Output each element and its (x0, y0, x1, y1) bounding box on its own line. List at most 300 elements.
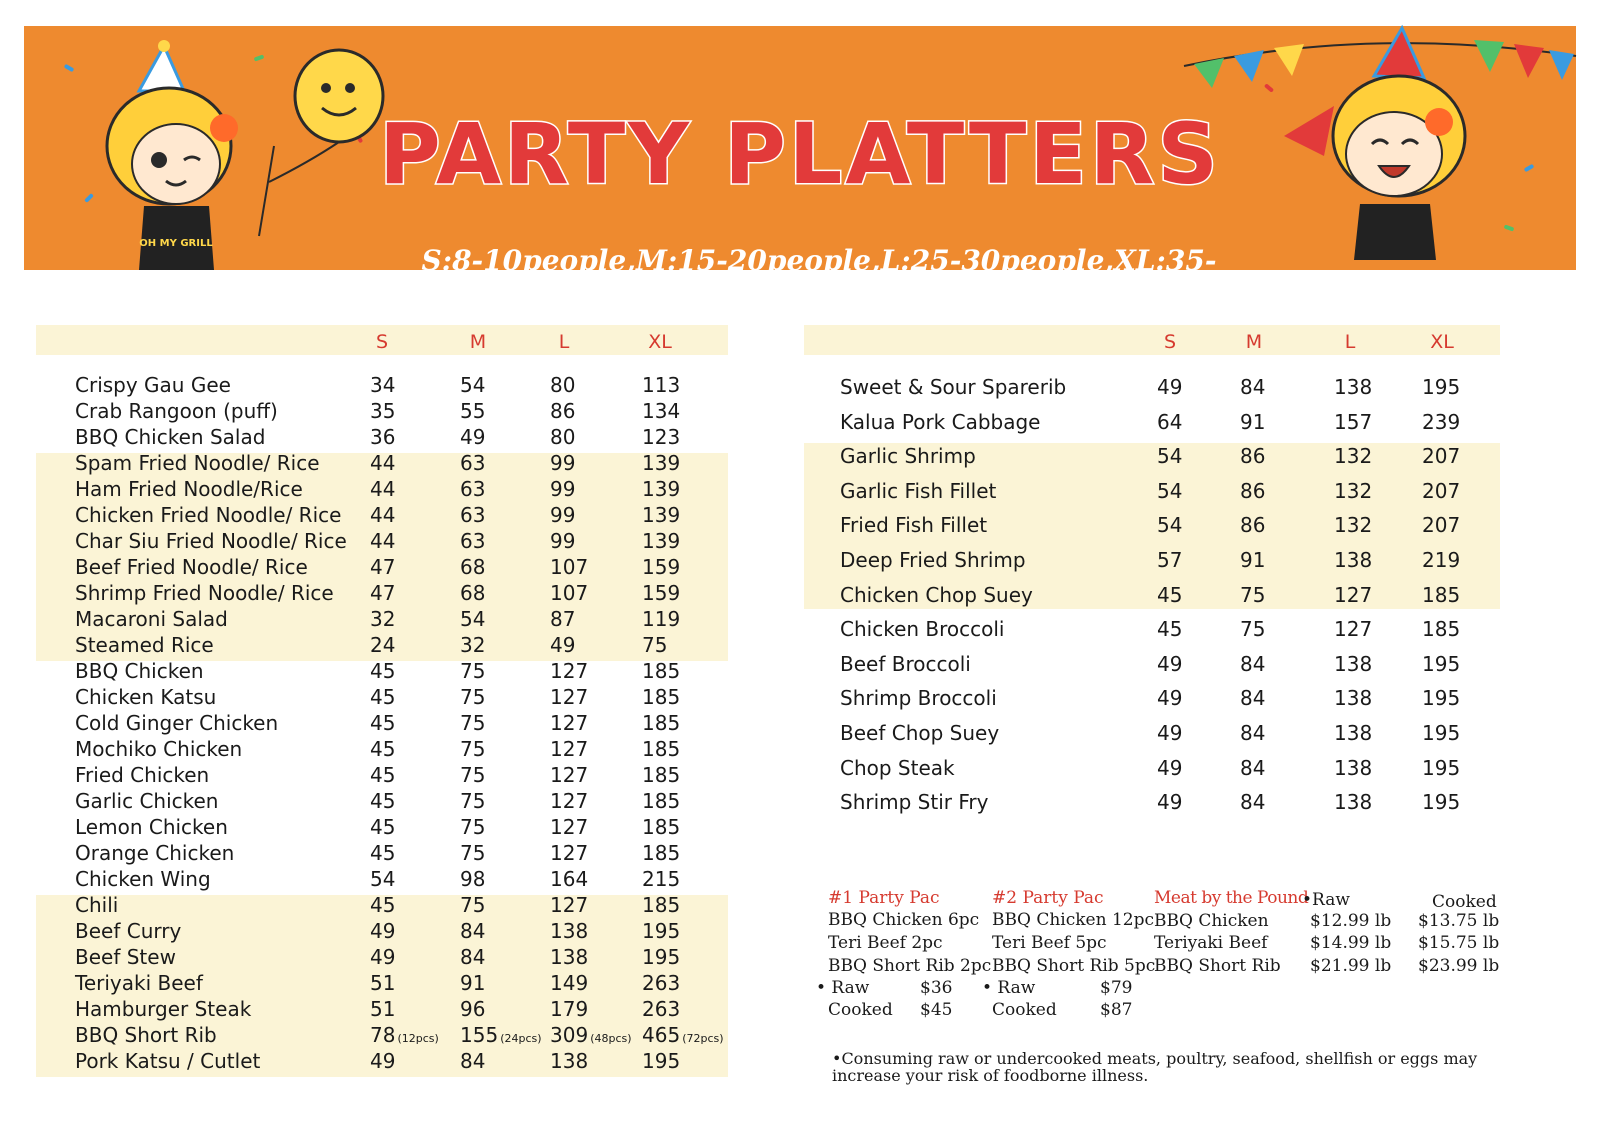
price-m (460, 971, 485, 995)
price-l (550, 789, 588, 813)
price-value: 44 (370, 503, 396, 527)
item-name: Steamed Rice (75, 633, 214, 657)
price-value: 84 (460, 945, 486, 969)
price-value: 80 (550, 373, 576, 397)
item-name: Garlic Chicken (75, 789, 219, 813)
price-s (370, 919, 395, 943)
price-l (550, 919, 588, 943)
item-name: Deep Fried Shrimp (840, 548, 1026, 572)
price-l (550, 763, 588, 787)
mascot-right-illustration (1184, 26, 1576, 270)
price-xl (1422, 790, 1460, 814)
price-value: 127 (550, 711, 589, 735)
price-xl (642, 763, 680, 787)
meat-cooked-price: $15.75 lb (1418, 933, 1500, 953)
price-value: 45 (370, 711, 396, 735)
price-s (370, 945, 395, 969)
price-value: 99 (550, 451, 576, 475)
price-value: 185 (642, 815, 681, 839)
price-s (370, 971, 395, 995)
pac2-raw-price: $79 (1100, 978, 1133, 998)
price-s (370, 763, 395, 787)
meat-cooked-price: $23.99 lb (1418, 956, 1500, 976)
price-value: 159 (642, 555, 681, 579)
price-value: 149 (550, 971, 589, 995)
price-value: 75 (460, 789, 486, 813)
left-price-table (36, 325, 728, 1077)
col-header-l: L (1344, 331, 1356, 353)
price-xl (642, 399, 680, 423)
price-s (370, 503, 395, 527)
price-m (1240, 548, 1265, 572)
price-value: 47 (370, 581, 396, 605)
price-value: 127 (550, 685, 589, 709)
price-l (550, 529, 575, 553)
table-row (36, 815, 728, 841)
price-m (460, 997, 485, 1021)
price-value: 68 (460, 555, 486, 579)
price-value: 263 (642, 997, 681, 1021)
price-value: 99 (550, 503, 576, 527)
price-value: 113 (642, 373, 681, 397)
meat-cooked-price: $13.75 lb (1418, 911, 1500, 931)
price-s (370, 711, 395, 735)
price-l (1334, 548, 1372, 572)
price-l (1334, 375, 1372, 399)
item-name: Sweet & Sour Sparerib (840, 375, 1067, 399)
price-value: 45 (370, 893, 396, 917)
price-s (1157, 548, 1182, 572)
price-l (1334, 790, 1372, 814)
price-value: 127 (550, 815, 589, 839)
price-value: 127 (550, 737, 589, 761)
price-value: 84 (1240, 790, 1266, 815)
price-value: 159 (642, 581, 681, 605)
price-s (1157, 686, 1182, 710)
price-m (460, 503, 485, 527)
price-l (550, 425, 575, 449)
price-value: 51 (370, 971, 396, 995)
price-m (1240, 479, 1265, 503)
price-value: 36 (370, 425, 396, 449)
price-value: 119 (642, 607, 681, 631)
price-xl (642, 659, 680, 683)
price-value: 49 (370, 1049, 396, 1073)
price-l (550, 841, 588, 865)
price-l (1334, 410, 1372, 434)
price-value: 84 (460, 919, 486, 943)
serving-sizes-subtitle: S:8-10people,M:15-20people,L:25-30people,XL:35-40people (421, 244, 1217, 310)
flame-icon (1425, 108, 1453, 136)
price-xl (642, 997, 680, 1021)
price-s (1157, 513, 1182, 537)
price-value: 219 (1422, 548, 1461, 572)
price-value: 49 (1157, 375, 1183, 399)
price-xl (1422, 721, 1460, 745)
price-value: 107 (550, 555, 589, 579)
price-xl (642, 477, 680, 501)
price-value: 185 (642, 737, 681, 761)
table-row (36, 529, 728, 555)
table-row (804, 756, 1500, 791)
price-m (460, 633, 485, 657)
price-m (460, 477, 485, 501)
price-l (550, 971, 588, 995)
price-value: 195 (1422, 721, 1461, 745)
table-row (36, 1023, 728, 1049)
table-header (804, 325, 1500, 355)
price-m (460, 815, 485, 839)
price-s (370, 867, 395, 891)
price-xl (642, 425, 680, 449)
item-name: Garlic Shrimp (840, 444, 976, 469)
price-value: 75 (460, 685, 486, 709)
table-row (36, 971, 728, 997)
table-row (36, 503, 728, 529)
apron-logo: OH MY GRILL (139, 238, 213, 249)
bunting-flag-icon (1234, 50, 1264, 82)
table-row (804, 617, 1500, 652)
price-m (1240, 721, 1265, 745)
col-header-m: M (469, 331, 487, 353)
price-value: 138 (1334, 721, 1373, 745)
item-name: Mochiko Chicken (75, 737, 243, 761)
price-value: 138 (1334, 755, 1373, 780)
price-value: 75 (460, 711, 486, 735)
price-value: 215 (642, 867, 681, 891)
pac2-raw-label: • Raw (982, 978, 1036, 998)
price-value: 49 (1157, 755, 1183, 780)
table-row (36, 737, 728, 763)
price-m (460, 1023, 542, 1047)
price-s (370, 607, 395, 631)
price-m (460, 451, 485, 475)
price-value: 49 (1157, 651, 1183, 676)
price-xl (642, 841, 680, 865)
item-name: Chicken Katsu (75, 685, 217, 709)
price-value: 195 (1422, 686, 1461, 711)
price-xl (642, 529, 680, 553)
price-m (460, 659, 485, 683)
price-s (370, 815, 395, 839)
price-xl (1422, 617, 1460, 641)
price-value: 185 (1422, 617, 1461, 642)
price-value: 80 (550, 425, 576, 449)
price-value: 185 (642, 711, 681, 735)
price-value: 86 (1240, 478, 1266, 503)
price-s (370, 555, 395, 579)
price-xl (642, 737, 680, 761)
table-row (36, 399, 728, 425)
page-title: PARTY PLATTERS (379, 105, 1221, 203)
price-value: 55 (460, 399, 486, 423)
price-value: 127 (1334, 617, 1373, 642)
table-row (36, 451, 728, 477)
price-s (370, 997, 395, 1021)
pac2-title: #2 Party Pac (992, 888, 1104, 908)
price-s (370, 633, 395, 657)
price-xl (642, 971, 680, 995)
table-row (36, 867, 728, 893)
table-row (804, 410, 1500, 445)
item-name: Fried Fish Fillet (840, 513, 988, 538)
price-value: 68 (460, 581, 486, 605)
price-l (550, 659, 588, 683)
price-value: 309 (550, 1023, 589, 1047)
price-l (1334, 513, 1372, 537)
price-m (460, 841, 485, 865)
price-value: 185 (1422, 582, 1461, 607)
price-value: 98 (460, 867, 486, 891)
price-xl (642, 1023, 724, 1047)
price-m (460, 425, 485, 449)
meat-raw-price: $12.99 lb (1310, 911, 1392, 931)
price-value: 24 (370, 633, 396, 657)
price-xl (642, 711, 680, 735)
price-l (550, 581, 588, 605)
price-value: 75 (460, 659, 486, 683)
price-s (370, 1049, 395, 1073)
price-s (370, 685, 395, 709)
price-m (1240, 790, 1265, 814)
price-l (1334, 583, 1372, 607)
meat-raw-price: $21.99 lb (1310, 956, 1392, 976)
item-name: Beef Stew (75, 945, 176, 969)
price-value: 99 (550, 477, 576, 501)
pac2-item: BBQ Short Rib 5pc (992, 956, 1156, 976)
price-value: 84 (1240, 375, 1266, 399)
price-l (550, 685, 588, 709)
price-value: 139 (642, 529, 681, 553)
table-row (804, 652, 1500, 687)
price-l (550, 477, 575, 501)
price-s (1157, 375, 1182, 399)
item-name: Kalua Pork Cabbage (840, 409, 1041, 434)
price-value: 84 (1240, 755, 1266, 780)
price-l (1334, 652, 1372, 676)
price-value: 107 (550, 581, 589, 605)
price-value: 49 (460, 425, 486, 449)
price-value: 91 (1240, 409, 1266, 434)
table-row (36, 477, 728, 503)
confetti-icon (64, 64, 75, 72)
item-name: Shrimp Broccoli (840, 686, 997, 711)
price-m (460, 529, 485, 553)
price-s (370, 373, 395, 397)
price-xl (1422, 548, 1460, 572)
table-row (804, 513, 1500, 548)
item-name: Chop Steak (840, 755, 955, 780)
price-xl (642, 893, 680, 917)
price-xl (1422, 583, 1460, 607)
price-value: 75 (460, 763, 486, 787)
item-name: Garlic Fish Fillet (840, 478, 997, 503)
price-value: 54 (460, 373, 486, 397)
table-row (36, 1049, 728, 1075)
price-value: 239 (1422, 409, 1461, 434)
price-s (370, 789, 395, 813)
price-value: 45 (370, 737, 396, 761)
table-row (36, 789, 728, 815)
col-header-xl: XL (648, 331, 672, 353)
price-xl (642, 503, 680, 527)
price-value: 99 (550, 529, 576, 553)
meat-cooked-header: Cooked (1432, 892, 1497, 912)
price-value: 139 (642, 503, 681, 527)
price-m (460, 399, 485, 423)
price-value: 63 (460, 451, 486, 475)
pac1-cooked-price: $45 (920, 1000, 953, 1020)
table-row (36, 607, 728, 633)
table-row (804, 548, 1500, 583)
item-name: Fried Chicken (75, 763, 210, 787)
price-l (1334, 721, 1372, 745)
price-value: 185 (642, 841, 681, 865)
price-m (460, 555, 485, 579)
table-row (804, 479, 1500, 514)
party-hat-icon (1374, 28, 1424, 78)
price-value: 185 (642, 893, 681, 917)
piece-count: (12pcs) (397, 1032, 439, 1045)
pac1-raw-price: $36 (920, 978, 953, 998)
price-xl (1422, 444, 1460, 468)
pac1-raw-label: • Raw (816, 978, 870, 998)
price-s (1157, 479, 1182, 503)
price-xl (642, 789, 680, 813)
price-s (370, 737, 395, 761)
price-l (550, 997, 588, 1021)
table-row (804, 375, 1500, 410)
price-value: 49 (370, 919, 396, 943)
price-value: 32 (460, 633, 486, 657)
price-value: 185 (642, 685, 681, 709)
item-name: Macaroni Salad (75, 607, 228, 631)
price-xl (642, 451, 680, 475)
item-name: Crab Rangoon (puff) (75, 399, 278, 423)
price-value: 465 (642, 1023, 681, 1047)
price-s (370, 1023, 439, 1047)
price-value: 44 (370, 529, 396, 553)
table-row (804, 721, 1500, 756)
price-value: 75 (460, 815, 486, 839)
price-value: 45 (370, 659, 396, 683)
price-xl (642, 945, 680, 969)
price-value: 78 (370, 1023, 396, 1047)
price-value: 84 (1240, 721, 1266, 745)
price-value: 54 (1157, 478, 1183, 503)
price-value: 44 (370, 477, 396, 501)
item-name: Teriyaki Beef (75, 971, 203, 995)
price-value: 195 (642, 1049, 681, 1073)
price-xl (1422, 410, 1460, 434)
table-row (36, 997, 728, 1023)
price-s (370, 425, 395, 449)
price-value: 138 (1334, 548, 1373, 572)
price-xl (642, 815, 680, 839)
item-name: Chicken Fried Noodle/ Rice (75, 503, 342, 527)
price-value: 132 (1334, 513, 1373, 538)
item-name: Hamburger Steak (75, 997, 252, 1021)
price-value: 195 (642, 919, 681, 943)
table-row (36, 373, 728, 399)
item-name: Orange Chicken (75, 841, 235, 865)
price-value: 127 (550, 841, 589, 865)
price-value: 54 (1157, 513, 1183, 538)
price-value: 84 (1240, 686, 1266, 711)
price-value: 139 (642, 477, 681, 501)
item-name: BBQ Short Rib (75, 1023, 217, 1047)
price-value: 54 (460, 607, 486, 631)
price-xl (642, 1049, 680, 1073)
price-m (1240, 583, 1265, 607)
price-s (1157, 652, 1182, 676)
price-value: 139 (642, 451, 681, 475)
price-s (370, 841, 395, 865)
price-l (1334, 479, 1372, 503)
right-price-table (804, 325, 1500, 825)
price-value: 45 (1157, 582, 1183, 607)
item-name: Beef Chop Suey (840, 721, 1000, 745)
price-value: 164 (550, 867, 589, 891)
table-row (36, 763, 728, 789)
price-value: 54 (370, 867, 396, 891)
price-value: 155 (460, 1023, 499, 1047)
table-row (36, 425, 728, 451)
price-m (1240, 410, 1265, 434)
price-value: 54 (1157, 444, 1183, 469)
table-row (36, 919, 728, 945)
price-value: 91 (460, 971, 486, 995)
pac1-title: #1 Party Pac (828, 888, 940, 908)
price-m (1240, 686, 1265, 710)
price-xl (642, 685, 680, 709)
piece-count: (48pcs) (590, 1032, 632, 1045)
price-value: 96 (460, 997, 486, 1021)
price-s (1157, 721, 1182, 745)
price-m (1240, 652, 1265, 676)
price-value: 138 (1334, 686, 1373, 711)
meat-by-pound-title: Meat by the Pound (1154, 888, 1309, 908)
item-name: Beef Curry (75, 919, 182, 943)
table-header (36, 325, 728, 355)
table-row (804, 444, 1500, 479)
price-m (460, 919, 485, 943)
price-value: 47 (370, 555, 396, 579)
party-horn-icon (1284, 106, 1334, 156)
table-row (36, 659, 728, 685)
price-s (370, 893, 395, 917)
price-m (460, 373, 485, 397)
table-row (36, 945, 728, 971)
price-value: 45 (370, 685, 396, 709)
price-value: 185 (642, 763, 681, 787)
price-xl (642, 633, 667, 657)
item-name: BBQ Chicken (75, 659, 204, 683)
price-value: 49 (1157, 686, 1183, 711)
price-value: 138 (1334, 651, 1373, 676)
price-value: 45 (1157, 617, 1183, 642)
price-l (550, 555, 588, 579)
price-value: 64 (1157, 409, 1183, 434)
price-l (550, 373, 575, 397)
item-name: Shrimp Stir Fry (840, 790, 989, 815)
bunting-flag-icon (1274, 44, 1304, 76)
item-name: Chicken Chop Suey (840, 582, 1033, 607)
price-value: 49 (1157, 721, 1183, 745)
price-l (550, 815, 588, 839)
price-value: 75 (460, 841, 486, 865)
price-value: 45 (370, 789, 396, 813)
